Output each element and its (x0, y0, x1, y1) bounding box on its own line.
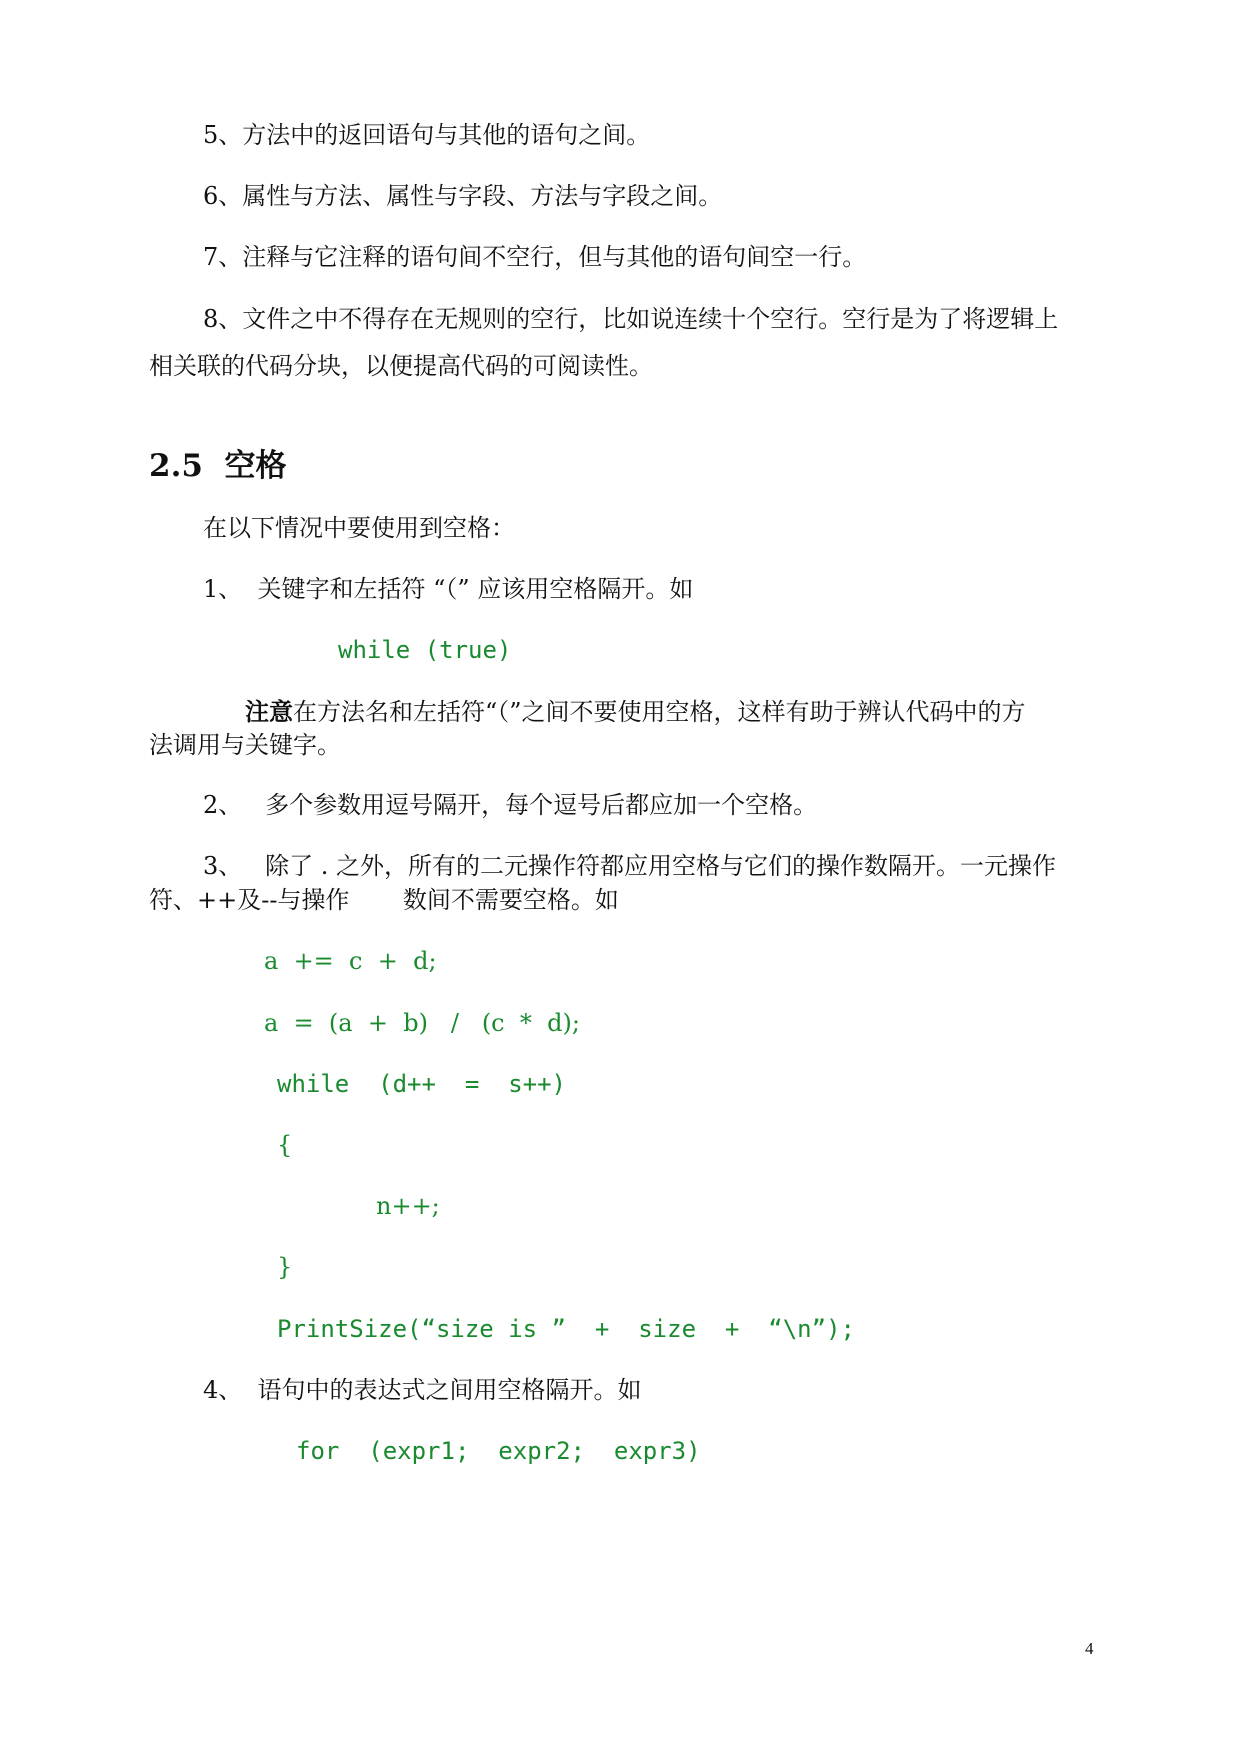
item-4-text: 4、 语句中的表达式之间用空格隔开。如 (203, 1376, 642, 1404)
code-line-3: while (d++ = s++) (277, 1070, 566, 1098)
intro-text: 在以下情况中要使用到空格： (203, 514, 515, 542)
section-title: 空格 (224, 448, 287, 484)
code-line-6: } (277, 1253, 293, 1281)
item-3-line1: 3、 除了 . 之外，所有的二元操作符都应用空格与它们的操作数隔开。一元操作 (203, 852, 1057, 880)
item-4-code: for (expr1; expr2; expr3) (296, 1437, 701, 1465)
section-number: 2.5 (149, 448, 203, 484)
section-heading (149, 446, 287, 486)
page-number: 4 (1085, 1639, 1094, 1658)
list-item-7: 7、注释与它注释的语句间不空行，但与其他的语句间空一行。 (203, 243, 867, 271)
note-label: 注意 (245, 697, 293, 726)
note-text: 在方法名和左括符“（”之间不要使用空格，这样有助于辨认代码中的方 (293, 698, 1026, 726)
code-line-2: a = (a + b) / (c * d); (264, 1009, 580, 1037)
item-2-text: 2、 多个参数用逗号隔开，每个逗号后都应加一个空格。 (203, 791, 818, 819)
code-line-7: PrintSize(“size is ” + size + “\n”); (277, 1315, 855, 1343)
list-item-8-line2: 相关联的代码分块，以便提高代码的可阅读性。 (149, 352, 653, 380)
item-3-line2: 符、++及--与操作 数间不需要空格。如 (149, 886, 619, 914)
list-item-6: 6、属性与方法、属性与字段、方法与字段之间。 (203, 182, 723, 210)
note-line1 (245, 696, 1026, 728)
item-1-code: while (true) (338, 636, 512, 664)
list-item-5: 5、方法中的返回语句与其他的语句之间。 (203, 121, 651, 149)
code-line-5: n++; (376, 1192, 440, 1220)
note-line2: 法调用与关键字。 (149, 731, 341, 759)
code-line-4: { (277, 1131, 293, 1159)
list-item-8-line1: 8、文件之中不得存在无规则的空行，比如说连续十个空行。空行是为了将逻辑上 (203, 305, 1059, 333)
item-1-text: 1、 关键字和左括符 “（” 应该用空格隔开。如 (203, 575, 694, 603)
code-line-1: a += c + d; (264, 947, 437, 975)
